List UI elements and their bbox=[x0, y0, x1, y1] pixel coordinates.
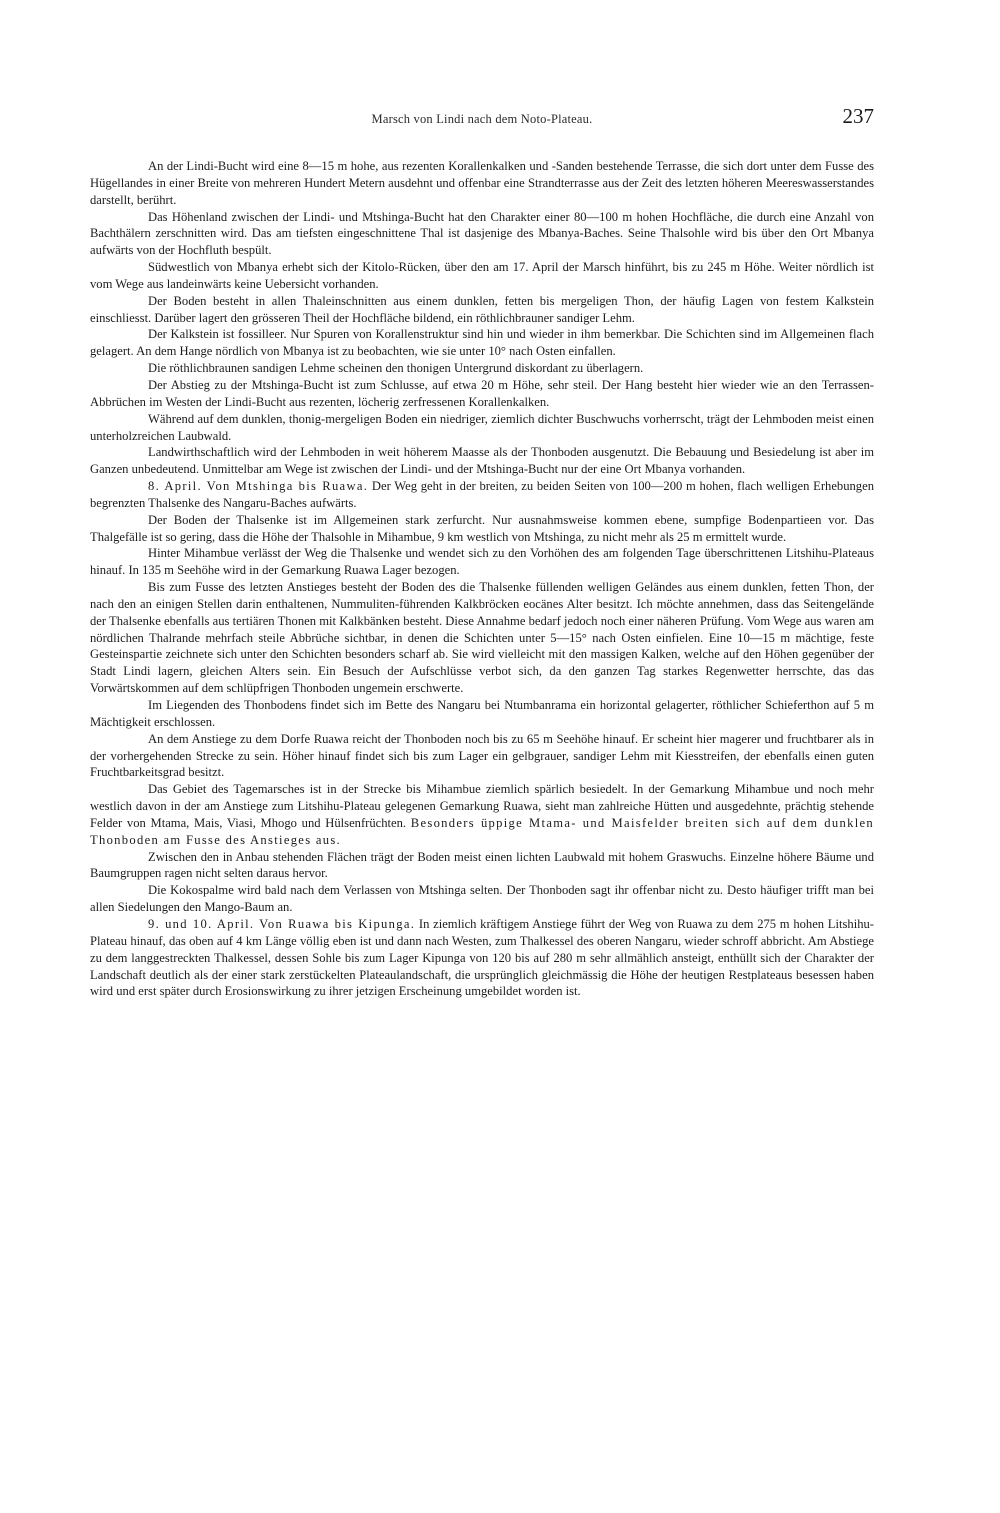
paragraph bbox=[90, 882, 874, 916]
paragraph-text: Der Abstieg zu der Mtshinga-Bucht ist zum Schlusse, auf etwa 20 m Höhe, sehr steil. Der Hang besteht hier wieder wie an den Terrassen-Abbrüchen im Westen der Lindi-Bucht aus rezenten, löcherig zerfressenen Korallenkalken. bbox=[90, 377, 874, 409]
page-header bbox=[90, 102, 874, 142]
paragraph bbox=[90, 781, 874, 848]
paragraph-text: Der Kalkstein ist fossilleer. Nur Spuren von Korallenstruktur sind hin und wieder in ihm bemerkbar. Die Schichten sind im Allgemeinen flach gelagert. An dem Hange nördlich von Mbanya ist zu beobachten, wie sie unter 10° nach Osten einfallen. bbox=[90, 327, 874, 359]
section-lead: 8. April. Von Mtshinga bis Ruawa. bbox=[148, 479, 369, 494]
paragraph bbox=[90, 377, 874, 411]
paragraph-text: Bis zum Fusse des letzten Anstieges besteht der Boden des die Thalsenke füllenden welligen Geländes aus einem dunklen, fetten Thon, der nach den an einigen Stellen darin enthaltenen, Nummuliten-führenden Kalkbröcken eocänes Alter besitzt. Ich möchte annehmen, dass das Seitengelände der Thalsenke ebenfalls aus tertiären Thonen mit Kalkbänken besteht. Diese Annahme bedarf jedoch noch einer näheren Prüfung. Vom Wege aus waren am nördlichen Thalrande mehrfach steile Abbrüche sichtbar, in denen die Schichten unter 5—15° nach Osten einfielen. Eine 10—15 m mächtige, feste Gesteinspartie zeichnete sich unter den Schichten besonders scharf ab. Sie wird vielleicht mit den massigen Kalken, welche auf den Höhen gegenüber der Stadt Lindi lagern, gleichen Alters sein. Ein Besuch der Aufschlüsse verbot sich, da den ganzen Tag starkes Regenwetter herrschte, das das Vorwärtskommen auf dem schlüpfrigen Thonboden ungemein erschwerte. bbox=[90, 580, 874, 696]
paragraph bbox=[90, 579, 874, 697]
paragraph-text: An der Lindi-Bucht wird eine 8—15 m hohe, aus rezenten Korallenkalken und -Sanden bestehende Terrasse, die sich dort unter dem Fusse des Hügellandes in einer Breite von mehreren Hundert Metern ausdehnt und offenbar eine Strandterrasse aus der Zeit des letzten höheren Meereswasserstandes darstellt, berührt. bbox=[90, 159, 874, 207]
paragraph-text: Das Gebiet des Tagemarsches ist in der Strecke bis Mihambue ziemlich spärlich besiedelt. In der Gemarkung Mihambue und noch mehr westlich davon in der am Anstiege zum Litshihu-Plateau gelegenen Gemarkung Ruawa, sieht man zahlreiche Hütten und ausgedehnte, prächtig stehende Felder von Mtama, Mais, Viasi, Mhogo und Hülsenfrüchten. bbox=[90, 782, 874, 830]
paragraph-text: Die Kokospalme wird bald nach dem Verlassen von Mtshinga selten. Der Thonboden sagt ihr offenbar nicht zu. Desto häufiger trifft man bei allen Siedelungen den Mango-Baum an. bbox=[90, 883, 874, 915]
paragraph-text: An dem Anstiege zu dem Dorfe Ruawa reicht der Thonboden noch bis zu 65 m Seehöhe hinauf. Er scheint hier magerer und fruchtbarer als in der vorhergehenden Strecke zu sein. Höher hinauf findet sich bis zum Lager ein gelbgrauer, sandiger Lehm mit Kiesstreifen, der ebenfalls einen guten Fruchtbarkeitsgrad besitzt. bbox=[90, 731, 874, 780]
paragraph-text: In ziemlich kräftigem Anstiege führt der Weg von Ruawa zu dem 275 m hohen Litshihu-Plateau hinauf, das oben auf 4 km Länge völlig eben ist und dann nach Westen, zum Thalkessel des oberen Nangaru, wieder schroff abbricht. Am Abstiege zu dem langgestreckten Thalkessel, dessen Sohle bis zum Lager Kipunga von 120 bis auf 280 m sehr allmählich ansteigt, enthüllt sich der Charakter der Landschaft deutlich als der einer stark zerstückelten Plateaulandschaft, die ursprünglich gleichmässig die Höhe der heutigen Restplateaus besessen haben wird und erst später durch Erosionswirkung zu ihrer jetzigen Erscheinung umgebildet worden ist. bbox=[90, 916, 874, 999]
body-text bbox=[90, 158, 874, 1000]
paragraph-text: Während auf dem dunklen, thonig-mergeligen Boden ein niedriger, ziemlich dichter Buschwuchs vorherrscht, trägt der Lehmboden meist einen unterholzreichen Laubwald. bbox=[90, 411, 874, 443]
paragraph bbox=[90, 697, 874, 731]
paragraph bbox=[90, 293, 874, 327]
paragraph bbox=[90, 209, 874, 260]
paragraph-text: Hinter Mihambue verlässt der Weg die Thalsenke und wendet sich zu den Vorhöhen des am folgenden Tage überschrittenen Litshihu-Plateaus hinauf. In 135 m Seehöhe wird in der Gemarkung Ruawa Lager bezogen. bbox=[90, 546, 874, 578]
paragraph bbox=[90, 731, 874, 782]
running-title: Marsch von Lindi nach dem Noto-Plateau. bbox=[371, 112, 593, 126]
paragraph bbox=[90, 444, 874, 478]
paragraph-text: Der Weg geht in der breiten, zu beiden Seiten von 100—200 m hohen, flach welligen Erhebungen begrenzten Thalsenke des Nangaru-Baches aufwärts. bbox=[90, 479, 874, 510]
paragraph bbox=[90, 916, 874, 1000]
page-number: 237 bbox=[842, 104, 874, 128]
paragraph-text: Südwestlich von Mbanya erhebt sich der Kitolo-Rücken, über den am 17. April der Marsch hinführt, bis zu 245 m Höhe. Weiter nördlich ist vom Wege aus landeinwärts keine Uebersicht vorhanden. bbox=[90, 260, 874, 291]
spaced-emphasis: Besonders üppige Mtama- und Maisfelder breiten sich auf dem dunklen Thonboden am Fusse des Anstieges aus. bbox=[90, 815, 874, 847]
paragraph bbox=[90, 411, 874, 445]
paragraph bbox=[90, 326, 874, 360]
paragraph bbox=[90, 478, 874, 512]
paragraph bbox=[90, 158, 874, 209]
paragraph-text: Zwischen den in Anbau stehenden Flächen trägt der Boden meist einen lichten Laubwald mit hohem Graswuchs. Einzelne höhere Bäume und Baumgruppen ragen nicht selten daraus hervor. bbox=[90, 849, 874, 881]
paragraph-text: Die röthlichbraunen sandigen Lehme scheinen den thonigen Untergrund diskordant zu überlagern. bbox=[148, 361, 644, 376]
paragraph bbox=[90, 545, 874, 579]
paragraph-text: Landwirthschaftlich wird der Lehmboden in weit höherem Maasse als der Thonboden ausgenutzt. Die Bebauung und Besiedelung ist aber im Ganzen unbedeutend. Unmittelbar am Wege ist zwischen der Lindi- und der Mtshinga-Bucht nur der eine Ort Mbanya vorhanden. bbox=[90, 445, 874, 477]
paragraph bbox=[90, 360, 874, 377]
paragraph-text: Im Liegenden des Thonbodens findet sich im Bette des Nangaru bei Ntumbanrama ein horizontal gelagerter, röthlicher Schieferthon auf 5 m Mächtigkeit erschlossen. bbox=[90, 698, 874, 729]
paragraph-text: Das Höhenland zwischen der Lindi- und Mtshinga-Bucht hat den Charakter einer 80—100 m hohen Hochfläche, die durch eine Anzahl von Bachthälern zerschnitten wird. Das am tiefsten eingeschnittene Thal ist dasjenige des Mbanya-Baches. Seine Thalsohle wird bis über den Ort Mbanya aufwärts von der Hochfluth bespült. bbox=[90, 209, 874, 258]
paragraph bbox=[90, 259, 874, 293]
paragraph bbox=[90, 512, 874, 546]
section-lead: 9. und 10. April. Von Ruawa bis Kipunga. bbox=[148, 916, 416, 931]
paragraph-text: Der Boden besteht in allen Thaleinschnitten aus einem dunklen, fetten bis mergeligen Thon, der häufig Lagen von festem Kalkstein einschliesst. Darüber lagert den grösseren Theil der Hochfläche bildend, ein röthlichbrauner sandiger Lehm. bbox=[90, 293, 874, 325]
paragraph-text: Der Boden der Thalsenke ist im Allgemeinen stark zerfurcht. Nur ausnahmsweise kommen ebene, sumpfige Bodenpartieen vor. Das Thalgefälle ist so gering, dass die Höhe der Thalsohle in Mihambue, 9 km westlich von Mtshinga, zu nicht mehr als 25 m ermittelt wurde. bbox=[90, 512, 874, 544]
paragraph bbox=[90, 849, 874, 883]
